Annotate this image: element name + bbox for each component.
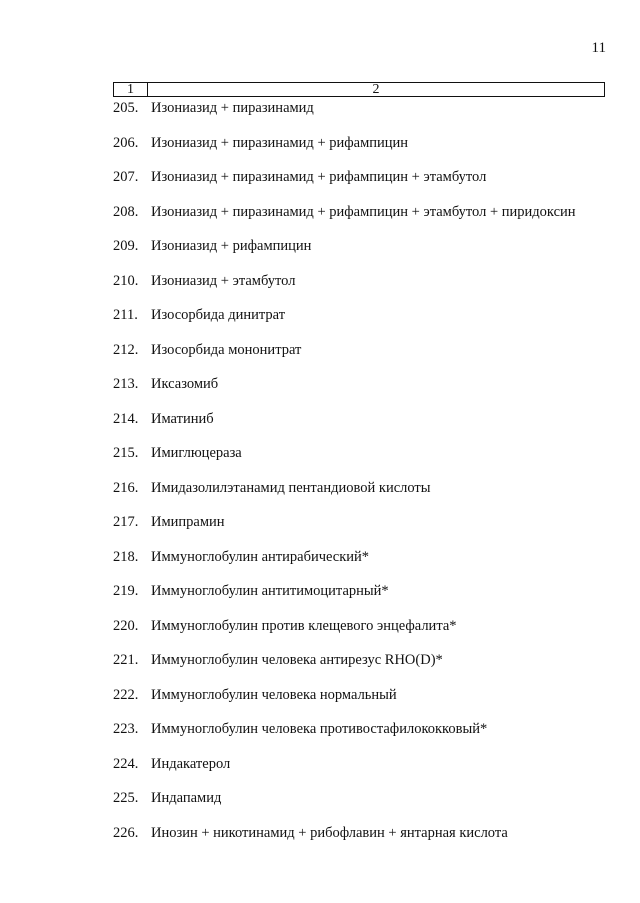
list-item [113,271,613,306]
entry-number: 205. [113,100,139,116]
column-header-2: 2 [372,82,380,97]
entry-name: Изониазид + этамбутол [151,272,296,289]
list-item [113,409,613,444]
entry-name: Индакатерол [151,755,231,772]
list-item [113,133,613,168]
entry-name: Иммуноглобулин антирабический* [151,548,370,565]
entry-name: Иммуноглобулин человека противостафилококковый* [151,721,488,737]
table-header [113,82,605,97]
entry-number: 213. [113,376,139,392]
entry-number: 212. [113,341,139,358]
entry-name: Изосорбида динитрат [151,307,286,323]
entry-number: 220. [113,617,139,634]
entry-name: Имидазолилэтанамид пентандиовой кислоты [151,479,431,496]
entry-number: 208. [113,203,139,220]
entry-number: 225. [113,790,139,806]
entry-name: Иммуноглобулин человека антирезус RHO(D)* [151,652,443,668]
entry-number: 222. [113,686,139,703]
list-item [113,650,613,685]
list-item [113,236,613,271]
list-item [113,719,613,754]
entry-number: 216. [113,479,139,496]
list-item [113,98,613,133]
list-item [113,202,613,237]
list-item [113,754,613,789]
entry-number: 221. [113,652,139,668]
page-number: 11 [591,40,606,56]
entry-name: Изониазид + пиразинамид + рифампицин + этамбутол [151,169,487,185]
list-item [113,374,613,409]
entry-number: 218. [113,548,139,565]
entry-name: Иксазомиб [151,376,219,392]
entry-number: 214. [113,410,139,427]
entry-name: Иматиниб [151,410,214,427]
entry-number: 209. [113,238,139,254]
list-item [113,305,613,340]
entry-name: Иммуноглобулин человека нормальный [151,686,397,703]
list-item [113,823,613,858]
list-item [113,478,613,513]
entry-number: 223. [113,721,139,737]
entry-name: Инозин + никотинамид + рибофлавин + янтарная кислота [151,824,508,841]
entry-name: Иммуноглобулин антитимоцитарный* [151,583,389,599]
entry-name: Изониазид + пиразинамид [151,100,314,116]
entry-name: Изониазид + рифампицин [151,238,312,254]
entry-name: Индапамид [151,790,222,806]
entry-number: 206. [113,134,139,151]
list-item [113,512,613,547]
entry-number: 215. [113,445,139,461]
drug-list [113,98,613,857]
entry-number: 219. [113,583,139,599]
list-item [113,443,613,478]
list-item [113,547,613,582]
list-item [113,685,613,720]
entry-name: Иммуноглобулин против клещевого энцефалита* [151,617,457,634]
entry-number: 207. [113,169,139,185]
entry-number: 211. [113,307,138,323]
entry-name: Изониазид + пиразинамид + рифампицин + этамбутол + пиридоксин [151,203,576,220]
list-item [113,788,613,823]
list-item [113,340,613,375]
entry-name: Имипрамин [151,514,225,530]
entry-name: Изосорбида мононитрат [151,341,302,358]
entry-number: 210. [113,272,139,289]
entry-name: Изониазид + пиразинамид + рифампицин [151,134,409,151]
entry-name: Имиглюцераза [151,445,242,461]
list-item [113,167,613,202]
column-header-1: 1 [114,83,148,96]
list-item [113,581,613,616]
entry-number: 217. [113,514,139,530]
entry-number: 224. [113,755,139,772]
list-item [113,616,613,651]
entry-number: 226. [113,824,139,841]
